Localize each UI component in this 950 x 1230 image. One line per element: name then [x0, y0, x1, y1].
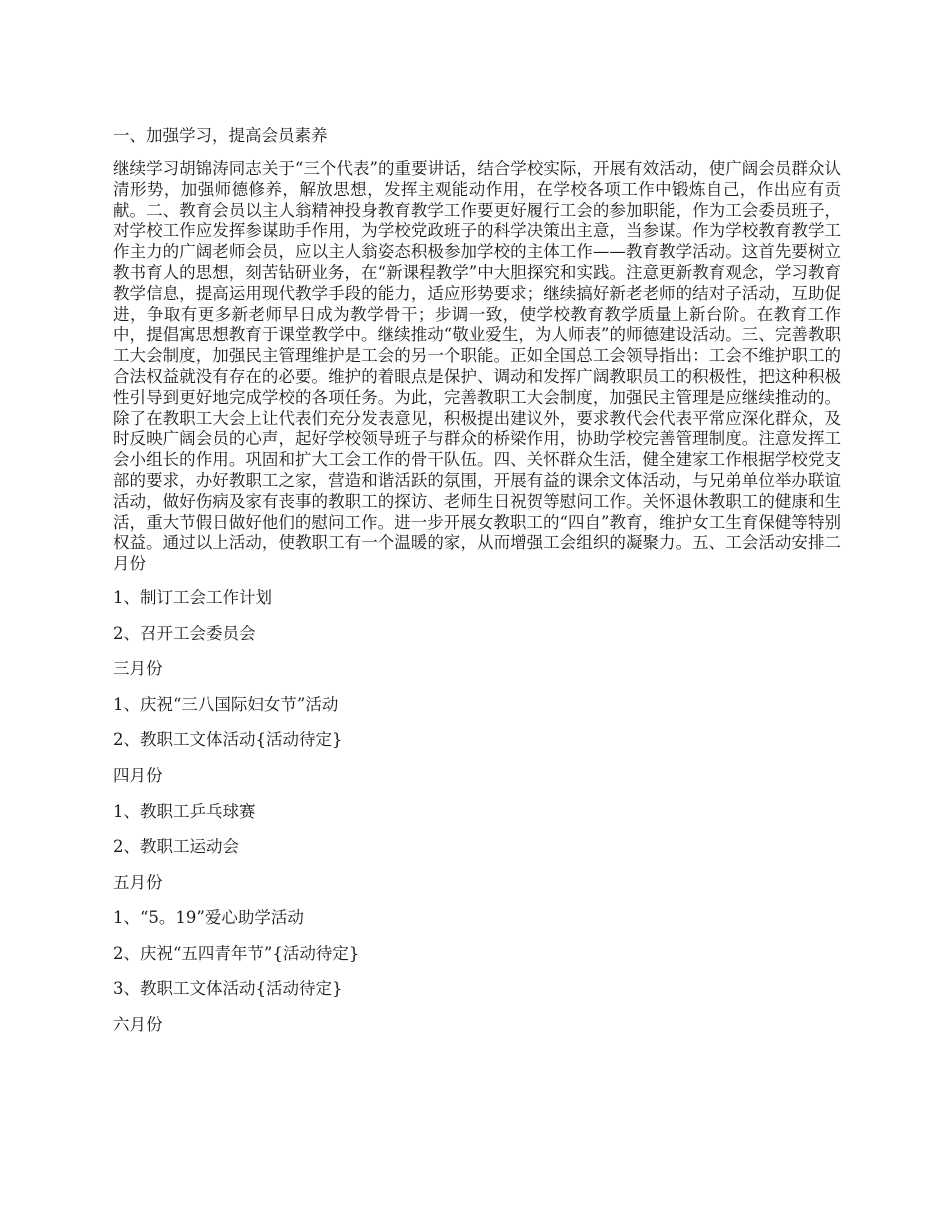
- schedule-line: 2、庆祝“五四青年节”{活动待定}: [113, 943, 360, 963]
- month-heading: 四月份: [113, 765, 163, 785]
- body-paragraph: 继续学习胡锦涛同志关于“三个代表”的重要讲话，结合学校实际，开展有效活动，使广阔会员群众认清形势，加强师德修养，解放思想，发挥主观能动作用，在学校各项工作中锻炼自己，作出应有贡献。二、教育会员以主人翁精神投身教育教学工作要更好履行工会的参加职能，作为工会委员班子，对学校工作应发挥参谋助手作用，为学校党政班子的科学决策出主意，当参谋。作为学校教育教学工作主力的广阔老师会员，应以主人翁姿态积极参加学校的主体工作——教育教学活动。这首先要树立教书育人的思想，刻苦钻研业务，在“新课程教学”中大胆探究和实践。注意更新教育观念，学习教育教学信息，提高运用现代教学手段的能力，适应形势要求；继续搞好新老老师的结对子活动，互助促进，争取有更多新老师早日成为教学骨干；步调一致，使学校教育教学质量上新台阶。在教育工作中，提倡寓思想教育于课堂教学中。继续推动“敬业爱生，为人师表”的师德建设活动。三、完善教职工大会制度，加强民主管理维护是工会的另一个职能。正如全国总工会领导指出：工会不维护职工的合法权益就没有存在的必要。维护的着眼点是保护、调动和发挥广阔教职员工的积极性，把这种积极性引导到更好地完成学校的各项任务。为此，完善教职工大会制度，加强民主管理是应继续推动的。除了在教职工大会上让代表们充分发表意见，积极提出建议外，要求教代会代表平常应深化群众，及时反映广阔会员的心声，起好学校领导班子与群众的桥梁作用，协助学校完善管理制度。注意发挥工会小组长的作用。巩固和扩大工会工作的骨干队伍。四、关怀群众生活，健全建家工作根据学校党支部的要求，办好教职工之家，营造和谐活跃的氛围，开展有益的课余文体活动，与兄弟单位举办联谊活动，做好伤病及家有丧事的教职工的探访、老师生日祝贺等慰问工作。关怀退休教职工的健康和生活，重大节假日做好他们的慰问工作。进一步开展女教职工的“四自”教育，维护女工生育保健等特别权益。通过以上活动，使教职工有一个温暖的家，从而增强工会组织的凝聚力。五、工会活动安排二月份: [113, 159, 841, 574]
- schedule-line: 2、教职工文体活动{活动待定}: [113, 730, 343, 750]
- schedule-line: 1、制订工会工作计划: [113, 587, 272, 607]
- document-page: [113, 124, 841, 1049]
- month-heading: 三月份: [113, 659, 163, 679]
- schedule-line: 3、教职工文体活动{活动待定}: [113, 979, 343, 999]
- schedule-line: 1、“5。19”爱心助学活动: [113, 908, 304, 928]
- activity-schedule: [113, 586, 841, 1037]
- section-heading: 一、加强学习，提高会员素养: [113, 126, 328, 145]
- month-heading: 五月份: [113, 872, 163, 892]
- schedule-line: 2、教职工运动会: [113, 837, 239, 857]
- schedule-line: 1、教职工乒乓球赛: [113, 801, 256, 821]
- schedule-line: 2、召开工会委员会: [113, 623, 256, 643]
- month-heading: 六月份: [113, 1015, 163, 1035]
- schedule-line: 1、庆祝“三八国际妇女节”活动: [113, 694, 339, 714]
